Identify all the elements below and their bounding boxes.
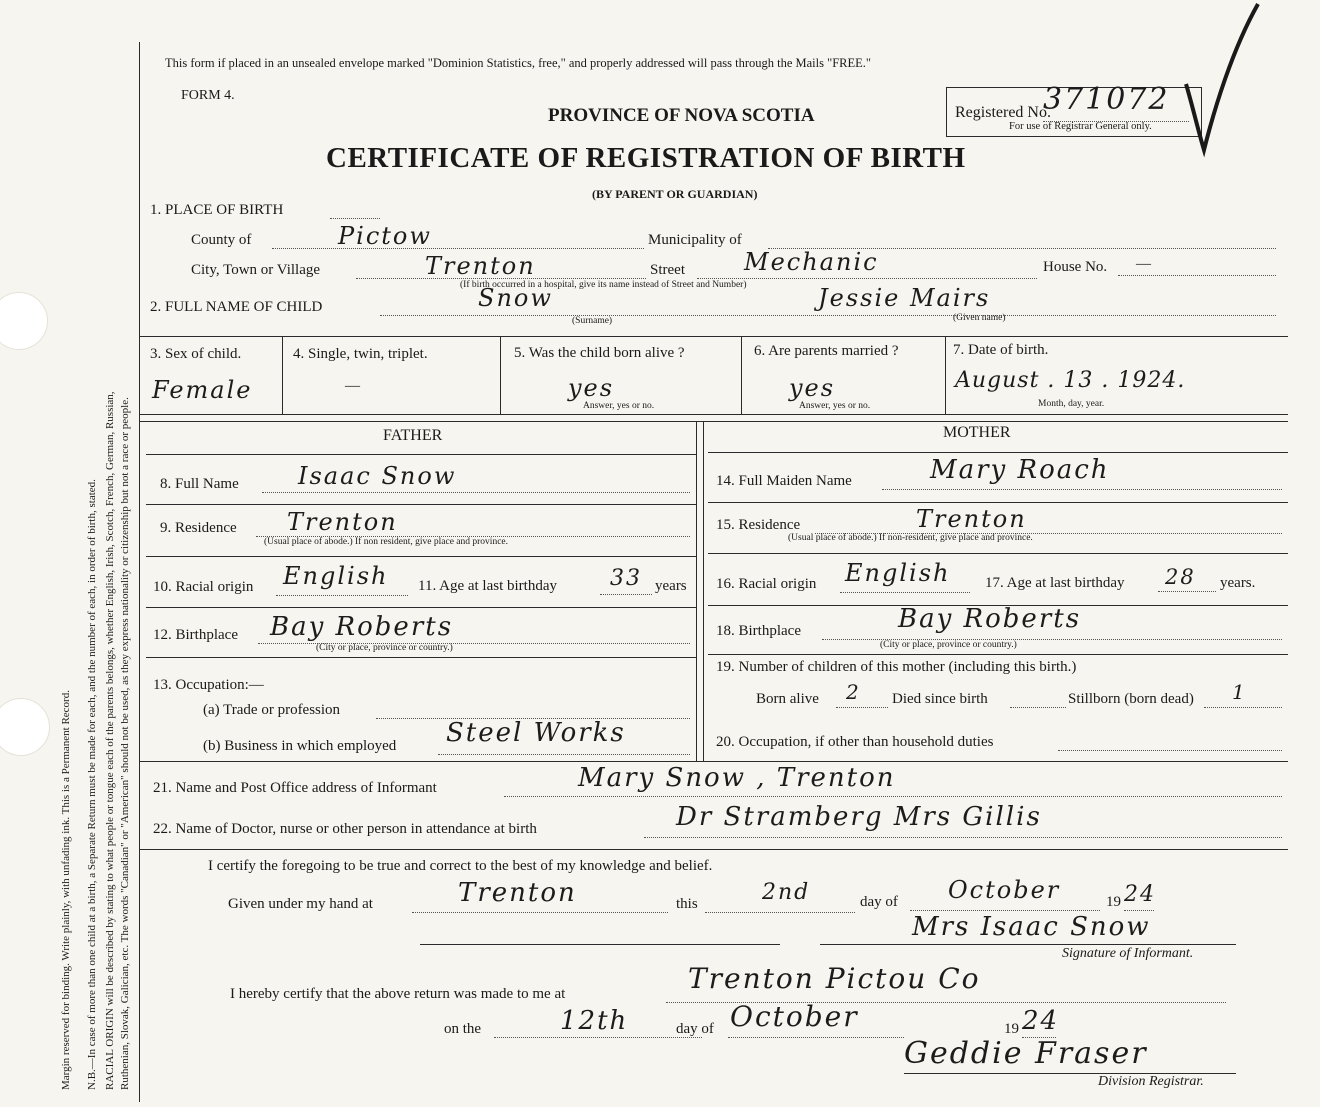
given-month-value: October (948, 876, 1061, 904)
father-name-label: 8. Full Name (160, 476, 239, 492)
punch-hole-top (0, 292, 48, 350)
on-the-label: on the (444, 1021, 482, 1037)
informant-value: Mary Snow , Trenton (578, 763, 896, 793)
born-alive-value: yes (568, 374, 615, 402)
died-since-birth-label: Died since birth (892, 691, 988, 707)
doctor-line (644, 837, 1282, 838)
father-race-value: English (283, 562, 389, 590)
mother-name-value: Mary Roach (930, 455, 1110, 485)
place-of-birth-heading: 1. PLACE OF BIRTH (150, 202, 284, 218)
house-value: — (1136, 256, 1151, 272)
signature-informant-label: Signature of Informant. (1062, 946, 1194, 961)
sex-label: 3. Sex of child. (150, 346, 242, 362)
children-count-label: 19. Number of children of this mother (including this birth.) (716, 659, 1077, 675)
rule-row3-v1 (282, 336, 283, 414)
street-label: Street (650, 262, 685, 278)
mother-race-line (840, 592, 970, 593)
stillborn-label: Stillborn (born dead) (1068, 691, 1194, 707)
stillborn-line (1204, 707, 1282, 708)
division-registrar-label: Division Registrar. (1098, 1074, 1204, 1089)
plurality-label: 4. Single, twin, triplet. (293, 346, 428, 362)
dob-note: Month, day, year. (1038, 399, 1105, 409)
married-label: 6. Are parents married ? (754, 343, 899, 359)
certificate-subtitle: (BY PARENT OR GUARDIAN) (592, 187, 758, 201)
mother-age-label: 17. Age at last birthday (985, 575, 1125, 591)
margin-rule (139, 42, 140, 1102)
day-of-label: day of (860, 894, 898, 910)
year-line (1124, 910, 1154, 911)
born-alive-label: 5. Was the child born alive ? (514, 345, 685, 361)
married-note: Answer, yes or no. (799, 401, 871, 411)
registrar-signature: Geddie Fraser (904, 1036, 1148, 1071)
sex-value: Female (152, 376, 253, 404)
mother-residence-value: Trenton (916, 505, 1027, 533)
hospital-note: (If birth occurred in a hospital, give its name instead of Street and Number) (460, 280, 747, 290)
county-value: Pictow (338, 222, 432, 250)
place-of-birth-line (330, 218, 380, 219)
business-line (438, 754, 690, 755)
county-line (272, 248, 644, 249)
rule-row3-v2 (500, 336, 501, 414)
born-alive-count-value: 2 (846, 680, 861, 704)
given-place-line (412, 912, 668, 913)
registrar-day-value: 12th (560, 1006, 629, 1036)
this-label: this (676, 896, 698, 912)
plurality-value: — (345, 378, 360, 394)
mother-years-label: years. (1220, 575, 1256, 591)
rule-middle-b (703, 421, 704, 761)
day-line (705, 912, 855, 913)
child-surname: Snow (478, 284, 553, 312)
registrar-day-line (494, 1037, 702, 1038)
child-name-line (380, 315, 1276, 316)
registered-number: 371072 (1043, 82, 1170, 117)
rule-f2 (146, 504, 696, 505)
given-name-note: (Given name) (953, 313, 1006, 323)
father-occupation-label: 13. Occupation:— (153, 677, 264, 693)
doctor-label: 22. Name of Doctor, nurse or other person in attendance at birth (153, 821, 537, 837)
rule-parents-bottom (140, 761, 1288, 762)
father-years-label: years (655, 578, 687, 594)
municipality-label: Municipality of (648, 232, 742, 248)
died-since-birth-line (1010, 707, 1066, 708)
dob-label: 7. Date of birth. (953, 342, 1049, 358)
rule-certify-top (140, 849, 1288, 850)
mother-race-value: English (845, 559, 951, 587)
rule-m3 (708, 553, 1288, 554)
signature-rule-right (820, 944, 1236, 945)
mother-residence-note: (Usual place of abode.) If non-resident, give place and province. (788, 533, 1033, 543)
rule-m5 (708, 654, 1288, 655)
father-age-value: 33 (610, 566, 642, 591)
rule-row3-v3 (741, 336, 742, 414)
mother-heading: MOTHER (943, 424, 1011, 441)
registered-note: For use of Registrar General only. (1009, 121, 1152, 132)
born-alive-count-line (836, 707, 888, 708)
mother-race-label: 16. Racial origin (716, 576, 817, 592)
street-line (697, 278, 1037, 279)
father-name-value: Isaac Snow (298, 462, 457, 490)
rule-f3 (146, 556, 696, 557)
registrar-place-value: Trenton Pictou Co (688, 962, 981, 995)
registrar-month-value: October (730, 1000, 859, 1033)
mother-age-value: 28 (1165, 565, 1196, 589)
father-birthplace-note: (City or place, province or country.) (316, 643, 453, 653)
informant-signature: Mrs Isaac Snow (912, 912, 1151, 942)
county-label: County of (191, 232, 252, 248)
informant-line (504, 796, 1282, 797)
mother-residence-label: 15. Residence (716, 517, 801, 533)
province-title: PROVINCE OF NOVA SCOTIA (548, 105, 815, 126)
doctor-value: Dr Stramberg Mrs Gillis (676, 802, 1042, 832)
dob-value: August . 13 . 1924. (955, 368, 1186, 393)
father-race-label: 10. Racial origin (153, 579, 254, 595)
rule-middle-a (696, 421, 697, 761)
form-number: FORM 4. (181, 88, 235, 103)
check-mark (1180, 0, 1270, 160)
father-birthplace-value: Bay Roberts (270, 612, 454, 642)
father-age-line (600, 594, 652, 595)
rule-m2 (708, 502, 1288, 503)
house-line (1118, 275, 1276, 276)
city-value: Trenton (425, 252, 536, 280)
father-birthplace-label: 12. Birthplace (153, 627, 238, 643)
registrar-month-line (728, 1037, 904, 1038)
business-value: Steel Works (446, 718, 626, 748)
father-name-line (262, 492, 690, 493)
mother-birthplace-value: Bay Roberts (898, 604, 1082, 634)
father-residence-value: Trenton (287, 508, 398, 536)
given-day-value: 2nd (762, 880, 811, 905)
father-residence-label: 9. Residence (160, 520, 237, 536)
side-note-4: Ruthenian, Slovak, Galician, etc. The words "Canadian" or "American" should not be used, as they express nationality or citizenship but not a race or people. (119, 397, 131, 1090)
certificate-title: CERTIFICATE OF REGISTRATION OF BIRTH (326, 142, 966, 174)
stillborn-value: 1 (1232, 680, 1247, 704)
informant-label: 21. Name and Post Office address of Informant (153, 780, 437, 796)
house-label: House No. (1043, 259, 1108, 275)
year-prefix: 19 (1106, 894, 1121, 910)
rule-f5 (146, 657, 696, 658)
father-heading: FATHER (383, 427, 443, 444)
rule-f4 (146, 607, 696, 608)
given-under-label: Given under my hand at (228, 896, 373, 912)
street-value: Mechanic (744, 248, 879, 276)
mother-name-label: 14. Full Maiden Name (716, 473, 852, 489)
rule-row3-v4 (945, 336, 946, 414)
trade-label: (a) Trade or profession (203, 702, 341, 718)
given-place-value: Trenton (458, 878, 577, 908)
rule-m1 (708, 452, 1288, 453)
rule-parents-top (140, 421, 1288, 422)
registered-box (946, 82, 1202, 137)
registrar-year-value: 24 (1022, 1006, 1060, 1036)
punch-hole-bottom (0, 698, 50, 756)
side-note-1: Margin reserved for binding. Write plainly, with unfading ink. This is a Permanent Record. (60, 690, 72, 1090)
side-note-2: N.B.—In case of more than one child at a birth, a Separate Return must be made for each, and the number of each, in order of birth, stated. (86, 479, 98, 1090)
side-note-3: RACIAL ORIGIN will be described by stating to what people or tongue each of the parents belongs, whether English, Irish, Scotch, French, German, Russian, (104, 391, 116, 1090)
child-name-label: 2. FULL NAME OF CHILD (150, 299, 323, 315)
mother-birthplace-note: (City or place, province or country.) (880, 640, 1017, 650)
father-race-line (276, 595, 408, 596)
signature-rule-left (420, 944, 780, 945)
month-line (910, 910, 1100, 911)
born-alive-note: Answer, yes or no. (583, 401, 655, 411)
mother-name-line (882, 489, 1282, 490)
mother-occupation-line (1058, 750, 1282, 751)
business-label: (b) Business in which employed (203, 738, 397, 754)
given-year-value: 24 (1124, 882, 1156, 907)
city-label: City, Town or Village (191, 262, 321, 278)
surname-note: (Surname) (572, 316, 613, 326)
married-value: yes (789, 374, 836, 402)
child-given-name: Jessie Mairs (818, 284, 991, 312)
rule-row3-top (140, 336, 1288, 337)
born-alive-count-label: Born alive (756, 691, 819, 707)
certify-text: I certify the foregoing to be true and correct to the best of my knowledge and belief. (208, 858, 713, 874)
father-residence-note: (Usual place of abode.) If non resident, give place and province. (264, 537, 508, 547)
father-age-label: 11. Age at last birthday (418, 578, 557, 594)
registrar-day-of-label: day of (676, 1021, 714, 1037)
mother-birthplace-label: 18. Birthplace (716, 623, 801, 639)
mail-notice: This form if placed in an unsealed envelope marked "Dominion Statistics, free," and properly addressed will pass through the Mails "FREE." (165, 56, 872, 70)
registered-label: Registered No. (955, 104, 1051, 121)
mother-occupation-label: 20. Occupation, if other than household duties (716, 734, 994, 750)
rule-row3-bottom (140, 414, 1288, 415)
rule-f1 (146, 454, 696, 455)
registrar-year-prefix: 19 (1004, 1021, 1019, 1037)
registrar-text: I hereby certify that the above return was made to me at (230, 986, 566, 1002)
mother-age-line (1158, 591, 1216, 592)
